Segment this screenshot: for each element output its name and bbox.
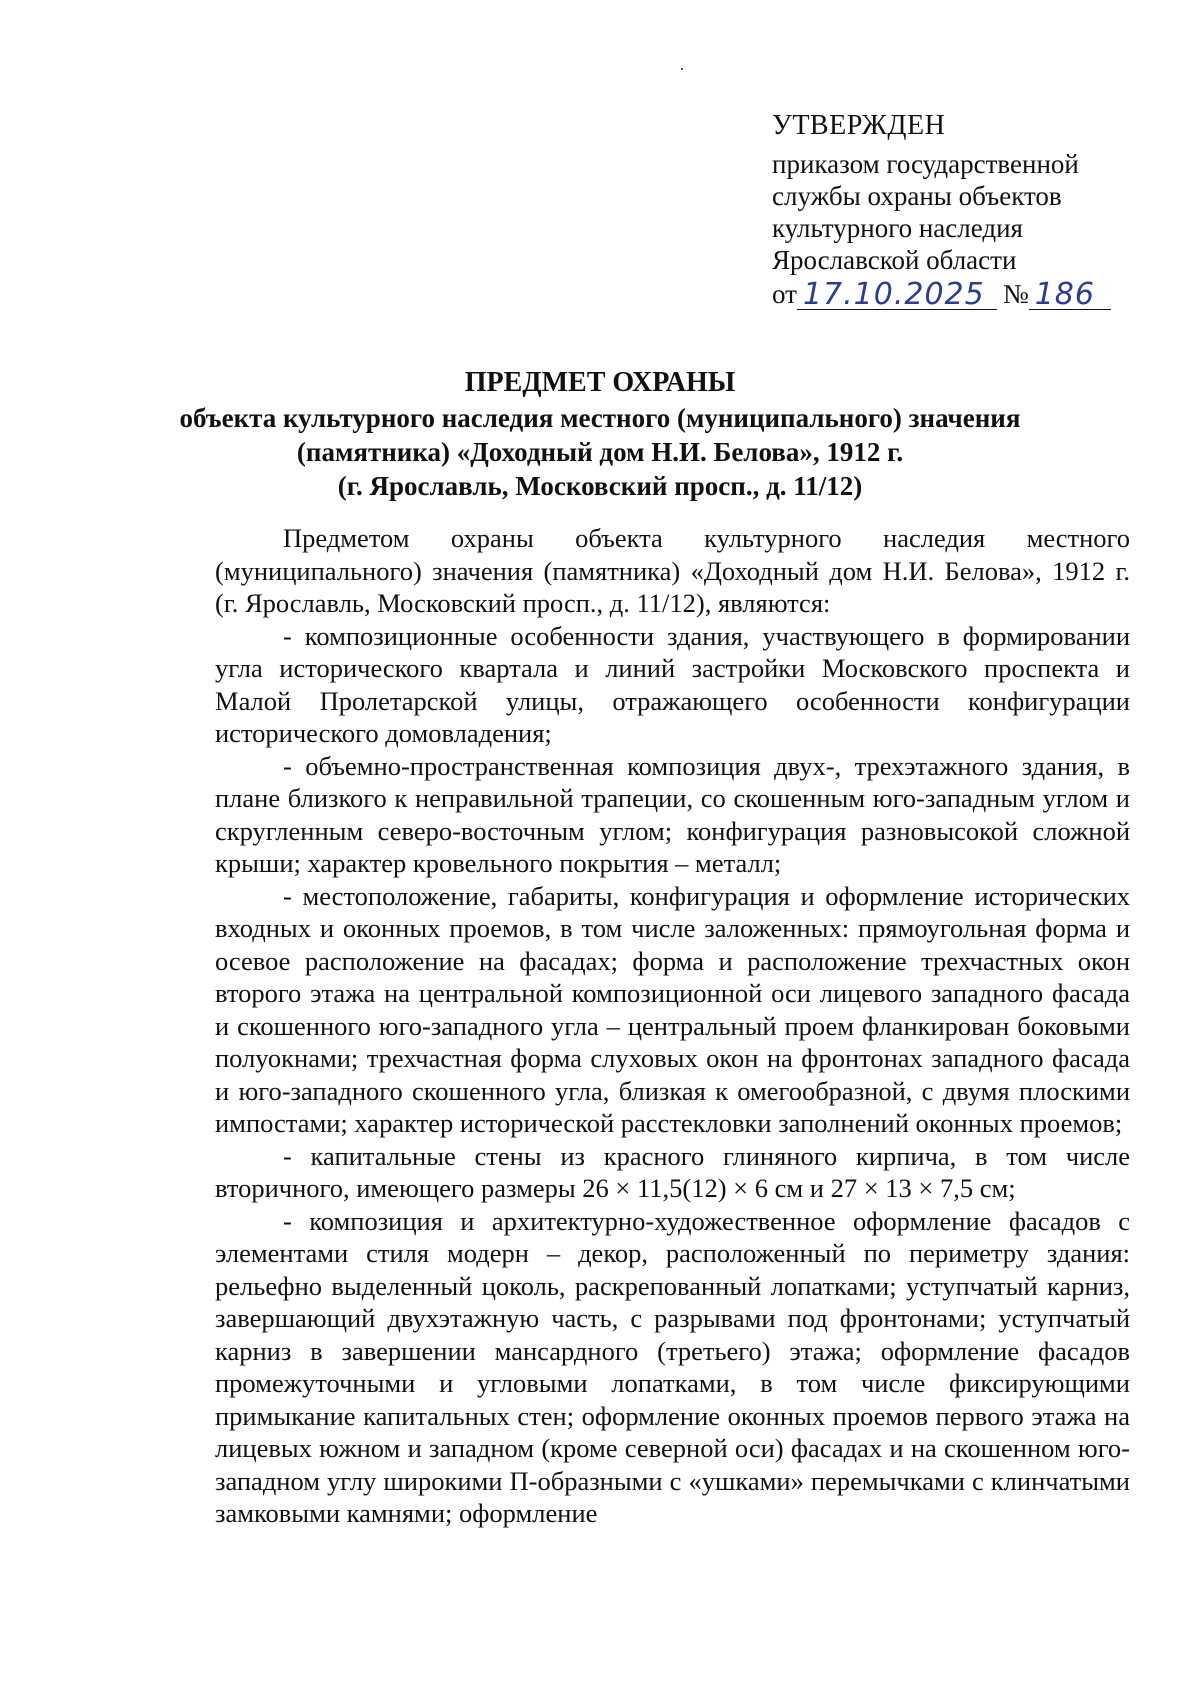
date-field [797,279,997,310]
approval-heading: УТВЕРЖДЕН [772,110,946,141]
handwritten-date: 17.10.2025 [802,277,985,312]
document-body [215,522,1130,1530]
body-paragraph: - объемно-пространственная композиция двух-, трехэтажного здания, в плане близкого к неправильной трапеции, со скошенным юго-западным углом и скругленным северо-восточным углом; конфигурация разновысокой сложной крыши; характер кровельного покрытия – металл; [215,750,1130,878]
approval-line: культурного наследия [772,213,1023,243]
body-paragraph: Предметом охраны объекта культурного наследия местного (муниципального) значения (памятника) «Доходный дом Н.И. Белова», 1912 г. (г. Ярославль, Московский просп., д. 11/12), являются: [215,523,1130,618]
scan-speck [681,68,683,70]
approval-date-number-line [772,278,1111,310]
number-field [1029,279,1111,310]
approval-line: приказом государственной [772,149,1079,179]
number-prefix: № [1002,279,1029,309]
title-line: (г. Ярославль, Московский просп., д. 11/12) [337,471,863,501]
approval-stamp-block [772,110,1111,310]
date-prefix: от [772,279,797,309]
title-line: (памятника) «Доходный дом Н.И. Белова», 1912 г. [296,437,904,467]
body-paragraph: - местоположение, габариты, конфигурация и оформление исторических входных и оконных проемов, в том числе заложенных: прямоугольная форма и осевое расположение на фасадах; форма и расположение трехчастных окон второго этажа на центральной композиционной оси лицевого западного фасада и скошенного юго-западного угла – центральный проем фланкирован боковыми полуокнами; трехчастная форма слуховых окон на фронтонах западного фасада и юго-западного скошенного угла, близкая к омегообразной, с двумя плоскими импостами; характер исторической расстекловки заполнений оконных проемов; [215,880,1130,1138]
body-paragraph: - композиционные особенности здания, участвующего в формировании угла исторического квартала и линий застройки Московского проспекта и Малой Пролетарской улицы, отражающего особенности конфигурации исторического домовладения; [215,620,1130,748]
body-paragraph: - капитальные стены из красного глиняного кирпича, в том числе вторичного, имеющего размеры 26 × 11,5(12) × 6 см и 27 × 13 × 7,5 см; [215,1140,1130,1203]
document-title [0,366,1200,503]
title-main: ПРЕДМЕТ ОХРАНЫ [464,367,736,398]
approval-line: Ярославской области [772,245,1017,275]
approval-line: службы охраны объектов [772,181,1062,211]
title-line: объекта культурного наследия местного (муниципального) значения [179,403,1021,433]
handwritten-number: 186 [1034,277,1095,312]
body-paragraph: - композиция и архитектурно-художественное оформление фасадов с элементами стиля модерн – декор, расположенный по периметру здания: рельефно выделенный цоколь, раскрепованный лопатками; уступчатый карниз, завершающий двухэтажную часть, с разрывами под фронтонами; уступчатый карниз в завершении мансардного (третьего) этажа; оформление фасадов промежуточными и угловыми лопатками, в том числе фиксирующими примыкание капитальных стен; оформление оконных проемов первого этажа на лицевых южном и западном (кроме северной оси) фасадах и на скошенном юго-западном углу широкими П-образными с «ушками» перемычками с клинчатыми замковыми камнями; оформление [215,1205,1130,1528]
